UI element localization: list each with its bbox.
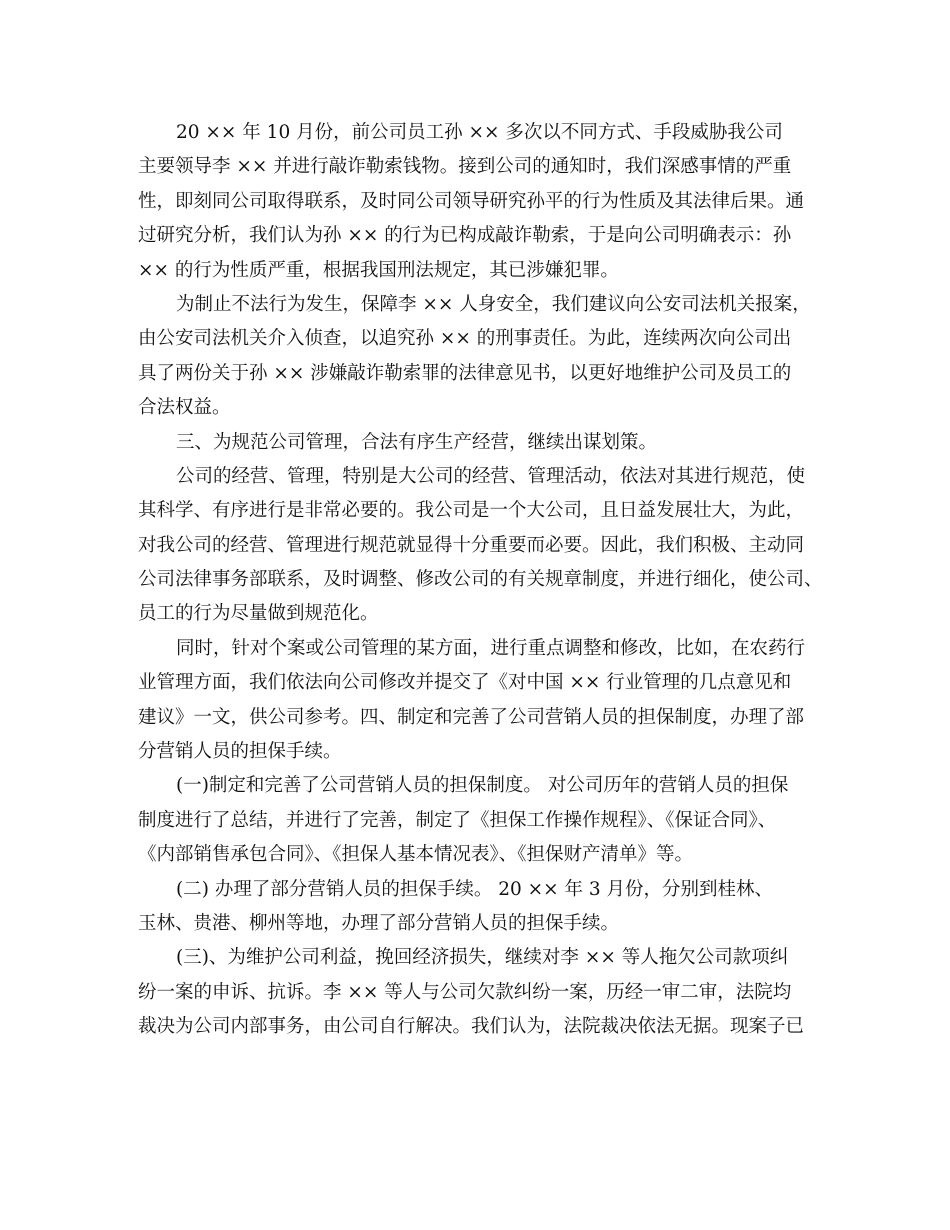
text-line: (三)、为维护公司利益，挽回经济损失，继续对李 ×× 等人拖欠公司款项纠 (176, 947, 789, 969)
text-line: 主要领导李 ×× 并进行敲诈勒索钱物。接到公司的通知时，我们深感事情的严重 (138, 156, 792, 178)
text-line: 员工的行为尽量做到规范化。 (138, 603, 379, 625)
text-line: 纷一案的申诉、抗诉。李 ×× 等人与公司欠款纠纷一案，历经一审二审，法院均 (138, 981, 792, 1003)
text-line: 《内部销售承包合同》、《担保人基本情况表》、《担保财产清单》等。 (138, 844, 694, 866)
text-line: (一)制定和完善了公司营销人员的担保制度。 对公司历年的营销人员的担保 (176, 775, 789, 797)
text-line: 三、为规范公司管理，合法有序生产经营，继续出谋划策。 (176, 431, 658, 453)
text-line: 其科学、有序进行是非常必要的。我公司是一个大公司，且日益发展壮大，为此， (138, 500, 805, 522)
text-line: 裁决为公司内部事务，由公司自行解决。我们认为，法院裁决依法无据。现案子已 (138, 1016, 805, 1038)
text-line: 合法权益。 (138, 397, 231, 419)
text-line: 制度进行了总结，并进行了完善，制定了《担保工作操作规程》、《保证合同》、 (138, 809, 777, 831)
text-line: 为制止不法行为发生，保障李 ×× 人身安全，我们建议向公安司法机关报案， (176, 293, 811, 315)
text-line: 玉林、贵港、柳州等地，办理了部分营销人员的担保手续。 (138, 912, 620, 934)
text-line: 过研究分析，我们认为孙 ×× 的行为已构成敲诈勒索，于是向公司明确表示：孙 (138, 225, 792, 247)
text-line: 分营销人员的担保手续。 (138, 741, 342, 763)
text-line: 由公安司法机关介入侦查，以追究孙 ×× 的刑事责任。为此，连续两次向公司出 (138, 328, 792, 350)
document-body (138, 116, 828, 1045)
text-line: (二) 办理了部分营销人员的担保手续。 20 ×× 年 3 月份，分别到桂林、 (176, 878, 774, 900)
text-line: 性，即刻同公司取得联系，及时同公司领导研究孙平的行为性质及其法律后果。通 (138, 190, 805, 212)
text-line: 具了两份关于孙 ×× 涉嫌敲诈勒索罪的法律意见书，以更好地维护公司及员工的 (138, 362, 792, 384)
text-line: 20 ×× 年 10 月份，前公司员工孙 ×× 多次以不同方式、手段威胁我公司 (176, 122, 783, 143)
text-line: 公司法律事务部联系，及时调整、修改公司的有关规章制度，并进行细化，使公司、 (138, 569, 823, 591)
text-line: 同时，针对个案或公司管理的某方面，进行重点调整和修改，比如，在农药行 (176, 637, 806, 659)
text-line: 公司的经营、管理，特别是大公司的经营、管理活动，依法对其进行规范，使 (176, 465, 806, 487)
text-line: 建议》一文，供公司参考。四、制定和完善了公司营销人员的担保制度，办理了部 (138, 706, 805, 728)
text-line: 业管理方面，我们依法向公司修改并提交了《对中国 ×× 行业管理的几点意见和 (138, 672, 792, 694)
text-line: ×× 的行为性质严重，根据我国刑法规定，其已涉嫌犯罪。 (138, 259, 619, 281)
text-line: 对我公司的经营、管理进行规范就显得十分重要而必要。因此，我们积极、主动同 (138, 534, 805, 556)
